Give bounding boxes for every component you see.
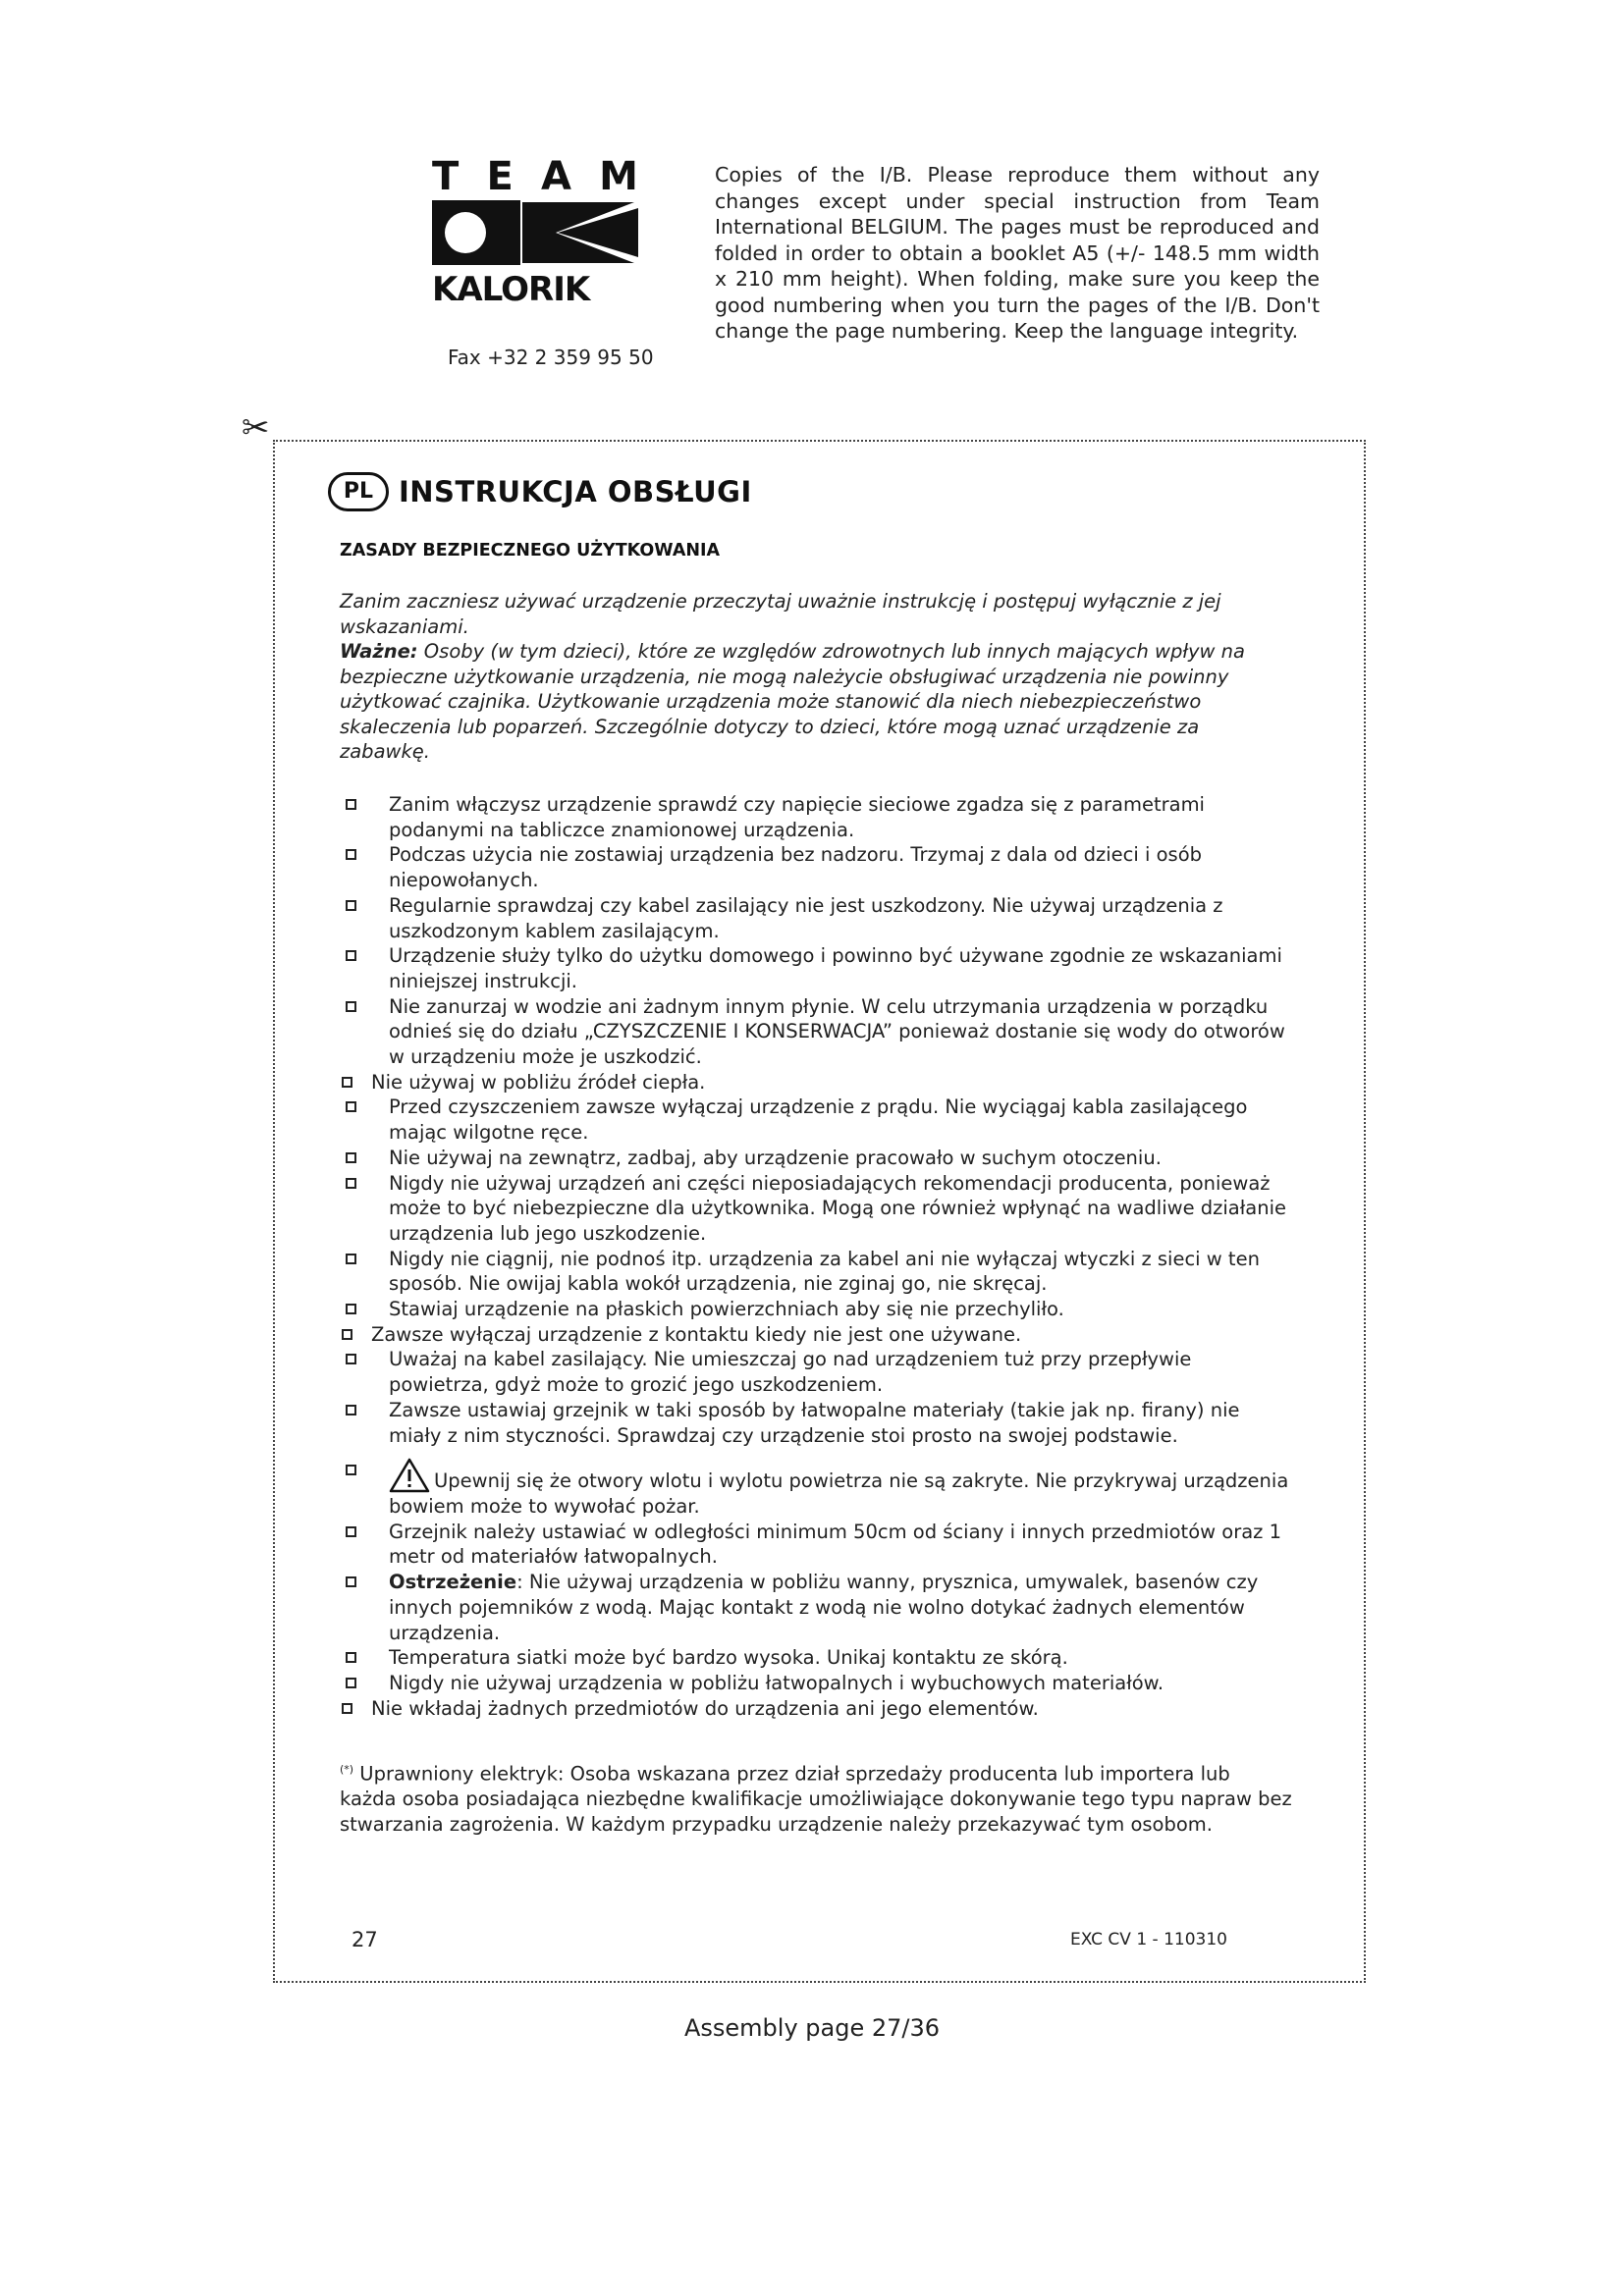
warning-label: Ostrzeżenie [389,1571,517,1594]
intro-text [340,589,1280,765]
checkbox-bullet-icon [346,1178,356,1189]
checkbox-bullet-icon [346,1304,356,1314]
list-item: Urządzenie służy tylko do użytku domowego i powinno być używane zgodnie ze wskazaniami niniejszej instrukcji. [340,943,1292,993]
list-item: Nie wkładaj żadnych przedmiotów do urządzenia ani jego elementów. [340,1696,1292,1722]
intro-paragraph: Zanim zaczniesz używać urządzenie przeczytaj uważnie instrukcję i postępuj wyłącznie z jej wskazaniami. [340,590,1221,638]
assembly-page-label: Assembly page 27/36 [683,2014,941,2042]
checkbox-bullet-icon [346,1101,356,1112]
reproduction-notice: Copies of the I/B. Please reproduce them without any changes except under special instruction from Team International BELGIUM. The pages must be reproduced and folded in order to obtain a booklet A5 (+/- 148.5 mm width x 210 mm height). When folding, make sure you keep the good numbering when you turn the pages of the I/B. Don't change the page numbering. Keep the language integrity. [715,163,1320,343]
intro-important [340,639,1280,765]
checkbox-bullet-icon [342,1703,352,1714]
checkbox-bullet-icon [346,1152,356,1163]
list-item: Zawsze ustawiaj grzejnik w taki sposób by łatwopalne materiały (takie jak np. firany) nie miały z nim styczności. Sprawdzaj czy urządzenie stoi prosto na swojej podstawie. [340,1398,1292,1448]
checkbox-bullet-icon [346,1526,356,1537]
list-item: Nigdy nie używaj urządzeń ani części nieposiadających rekomendacji producenta, ponieważ może to być niebezpieczne dla użytkownika. Mogą one również wpłynąć na wadliwe działanie urządzenia lub jego uszkodzenie. [340,1171,1292,1247]
safety-rules-list [340,792,1292,1721]
list-item: Przed czyszczeniem zawsze wyłączaj urządzenie z prądu. Nie wyciągaj kabla zasilającego mając wilgotne ręce. [340,1095,1292,1145]
list-item: Ostrzeżenie: Nie używaj urządzenia w pobliżu wanny, prysznica, umywalek, basenów czy innych pojemników z wodą. Mając kontakt z wodą nie wolno dotykać żadnych elementów urządzenia. [340,1570,1292,1645]
page-title [328,467,752,516]
list-item: Nie używaj w pobliżu źródeł ciepła. [340,1070,1292,1095]
checkbox-bullet-icon [342,1329,352,1340]
scissors-icon: ✂ [242,408,270,448]
warning-triangle-icon [389,1458,430,1493]
list-item: Temperatura siatki może być bardzo wysoka. Unikaj kontaktu ze skórą. [340,1645,1292,1671]
checkbox-bullet-icon [346,1354,356,1364]
logo-brand-text: KALORIK [432,270,590,309]
list-item: Grzejnik należy ustawiać w odległości minimum 50cm od ściany i innych przedmiotów oraz 1 metr od materiałów łatwopalnych. [340,1520,1292,1570]
footnote-text: Uprawniony elektryk: Osoba wskazana przez dział sprzedaży producenta lub importera lub każda osoba posiadająca niezbędne kwalifikacje umożliwiające dokonywanie tego typu napraw bez stwarzania zagrożenia. W każdym przypadku urządzenie należy przekazywać tym osobom. [340,1762,1292,1836]
list-item: Nie używaj na zewnątrz, zadbaj, aby urządzenie pracowało w suchym otoczeniu. [340,1146,1292,1171]
checkbox-bullet-icon [346,1001,356,1012]
checkbox-bullet-icon [346,1254,356,1264]
list-item: Nigdy nie używaj urządzenia w pobliżu łatwopalnych i wybuchowych materiałów. [340,1671,1292,1696]
section-title: ZASADY BEZPIECZNEGO UŻYTKOWANIA [340,541,721,561]
language-badge: PL [328,472,389,511]
important-label: Ważne: [340,640,418,663]
checkbox-bullet-icon [346,1678,356,1688]
list-item: Nigdy nie ciągnij, nie podnoś itp. urządzenia za kabel ani nie wyłączaj wtyczki z sieci w ten sposób. Nie owijaj kabla wokół urządzenia, nie zginaj go, nie skręcaj. [340,1247,1292,1297]
checkbox-bullet-icon [346,1405,356,1415]
important-text: Osoby (w tym dzieci), które ze względów zdrowotnych lub innych mających wpływ na bezpieczne użytkowanie urządzenia, nie mogą należycie obsługiwać urządzenia nie powinny użytkować czajnika. Użytkowanie urządzenia może stanowić dla niech niebezpieczeństwo skaleczenia lub poparzeń. Szczególnie dotyczy to dzieci, które mogą uznać urządzenie za zabawkę. [340,640,1245,763]
checkbox-bullet-icon [346,900,356,911]
checkbox-bullet-icon [346,1576,356,1587]
checkbox-bullet-icon [346,799,356,810]
list-item: Zanim włączysz urządzenie sprawdź czy napięcie sieciowe zgadza się z parametrami podanymi na tabliczce znamionowej urządzenia. [340,792,1292,842]
kalorik-k-icon [432,200,638,265]
footnote [340,1757,1292,1837]
list-item: Nie zanurzaj w wodzie ani żadnym innym płynie. W celu utrzymania urządzenia w porządku odnieś się do działu „CZYSZCZENIE I KONSERWACJA” ponieważ dostanie się wody do otworów w urządzeniu może je uszkodzić. [340,994,1292,1070]
list-item: Uważaj na kabel zasilający. Nie umieszczaj go nad urządzeniem tuż przy przepływie powietrza, gdyż może to grozić jego uszkodzeniem. [340,1347,1292,1397]
logo-team-text: T E A M [432,154,638,199]
title-text: INSTRUKCJA OBSŁUGI [399,475,752,508]
checkbox-bullet-icon [346,950,356,961]
checkbox-bullet-icon [346,849,356,860]
list-item: Zawsze wyłączaj urządzenie z kontaktu kiedy nie jest one używane. [340,1322,1292,1348]
checkbox-bullet-icon [342,1077,352,1088]
list-item: Regularnie sprawdzaj czy kabel zasilający nie jest uszkodzony. Nie używaj urządzenia z uszkodzonym kablem zasilającym. [340,893,1292,943]
team-kalorik-logo [432,154,648,309]
checkbox-bullet-icon [346,1652,356,1663]
document-code: EXC CV 1 - 110310 [1070,1930,1227,1949]
list-item: Stawiaj urządzenie na płaskich powierzchniach aby się nie przechyliło. [340,1297,1292,1322]
list-item: Podczas użycia nie zostawiaj urządzenia bez nadzoru. Trzymaj z dala od dzieci i osób niepowołanych. [340,842,1292,892]
fax-number: Fax +32 2 359 95 50 [448,346,654,369]
list-item: Upewnij się że otwory wlotu i wylotu powietrza nie są zakryte. Nie przykrywaj urządzenia bowiem może to wywołać pożar. [340,1448,1292,1519]
checkbox-bullet-icon [346,1465,356,1475]
page-number: 27 [352,1928,378,1951]
footnote-mark: (*) [340,1763,354,1776]
